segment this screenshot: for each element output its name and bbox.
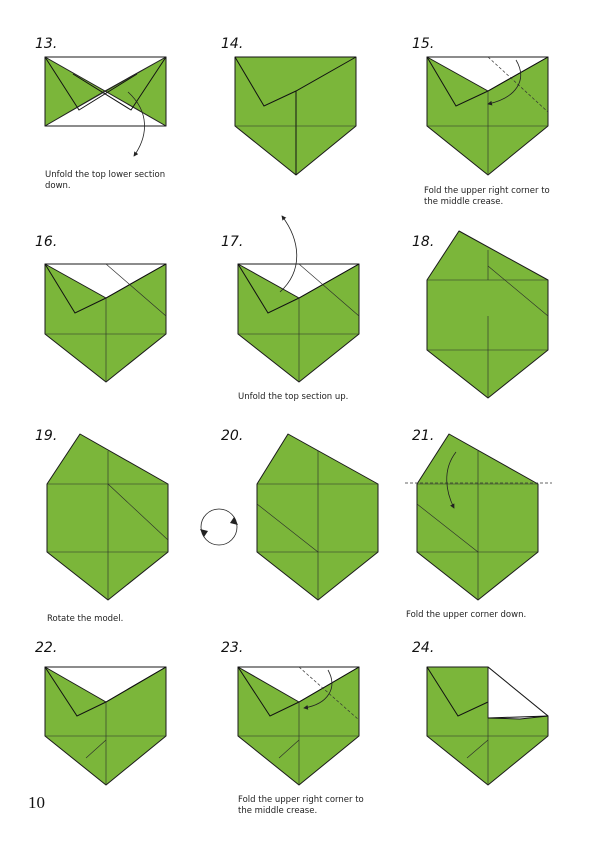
rotate-symbol <box>200 509 238 545</box>
step-caption: Fold the upper right corner to <box>238 795 364 805</box>
step-24-diagram <box>427 667 548 785</box>
step-number: 24. <box>412 640 435 656</box>
step-caption: the middle crease. <box>238 806 318 816</box>
step-caption: Rotate the model. <box>47 614 124 624</box>
step-16-diagram <box>45 264 166 382</box>
step-number: 20. <box>221 428 244 444</box>
step-15-diagram <box>427 57 548 175</box>
step-caption: the middle crease. <box>424 197 504 207</box>
step-23-diagram <box>238 667 359 785</box>
step-caption: Fold the upper corner down. <box>406 610 527 620</box>
step-number: 21. <box>412 428 435 444</box>
step-13-diagram <box>45 57 166 156</box>
step-18-diagram <box>427 231 548 398</box>
step-number: 22. <box>35 640 58 656</box>
step-21-diagram <box>405 434 552 600</box>
step-caption: Unfold the top section up. <box>238 392 349 402</box>
step-caption: Fold the upper right corner to <box>424 186 550 196</box>
step-number: 23. <box>221 640 244 656</box>
step-number: 18. <box>412 234 435 250</box>
step-number: 14. <box>221 36 244 52</box>
step-19-diagram <box>47 434 168 600</box>
step-number: 19. <box>35 428 58 444</box>
step-number: 16. <box>35 234 58 250</box>
step-caption: Unfold the top lower section <box>45 170 166 180</box>
step-number: 15. <box>412 36 435 52</box>
step-22-diagram <box>45 667 166 785</box>
step-number: 13. <box>35 36 58 52</box>
step-number: 17. <box>221 234 244 250</box>
step-20-diagram <box>257 434 378 600</box>
page-number: 10 <box>28 793 45 812</box>
step-17-diagram <box>238 216 359 382</box>
step-14-diagram <box>235 57 356 175</box>
step-caption: down. <box>45 181 71 191</box>
